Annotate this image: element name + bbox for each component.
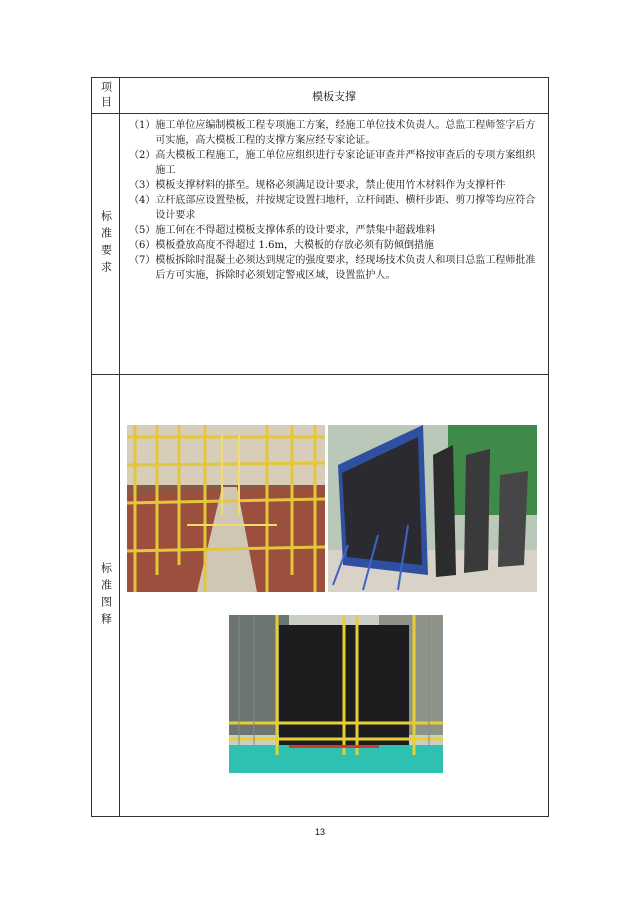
- requirement-text: 高大模板工程施工，施工单位应组织进行专家论证审查并严格按审查后的专项方案组织施工: [155, 150, 536, 176]
- illustrations-label: 标准图释: [99, 561, 113, 630]
- requirement-item: [129, 223, 542, 238]
- illustrations-label-cell: [92, 375, 120, 816]
- scaffold-support-photo: [127, 425, 325, 592]
- requirements-row: [92, 114, 548, 375]
- item-label: 项目: [99, 80, 113, 111]
- requirement-text: 立杆底部应设置垫板，并按规定设置扫地杆，立杆间距、横杆步距、剪刀撑等均应符合设计要求: [155, 195, 536, 221]
- requirements-label-cell: [92, 114, 120, 374]
- requirement-number: （3）: [129, 180, 156, 191]
- header-title-cell: [120, 78, 548, 113]
- requirement-text: 施工何在不得超过模板支撑体系的设计要求，严禁集中超载堆料: [155, 225, 436, 236]
- requirement-item: [129, 238, 542, 253]
- requirement-text: 模板支撑材料的搽至。规格必须满足设计要求，禁止使用竹木材料作为支撑杆件: [155, 180, 506, 191]
- page-number: 13: [314, 827, 325, 837]
- requirement-item: [129, 253, 542, 283]
- requirement-item: [129, 178, 542, 193]
- requirement-number: （2）: [129, 150, 156, 161]
- requirement-number: （7）: [129, 255, 156, 266]
- requirement-item: [129, 148, 542, 178]
- requirement-item: [129, 118, 542, 148]
- illustrations-content-cell: [120, 375, 548, 816]
- requirements-content-cell: [120, 114, 548, 374]
- requirement-text: 模板拆除时混凝土必须达到规定的强度要求，经现场技术负责人和项目总监工程师批准后方可实施，拆除时必须划定警戒区域，设置监护人。: [155, 255, 536, 281]
- requirements-list: [129, 118, 542, 283]
- requirement-number: （1）: [129, 120, 156, 131]
- section-title: 模板支撑: [312, 89, 356, 103]
- requirement-text: 施工单位应编制模板工程专项施工方案，经施工单位技术负责人。总监工程师签字后方可实施，高大模板工程的支撑方案应经专家论证。: [155, 120, 536, 146]
- requirement-text: 模板叠放高度不得超过 1.6m，大模板的存放必须有防倾倒措施: [155, 240, 434, 251]
- standard-table: [91, 77, 549, 817]
- wall-formwork-photo: [229, 615, 443, 773]
- requirements-label: 标准要求: [99, 210, 113, 278]
- formwork-panels-photo: [328, 425, 537, 592]
- header-row: [92, 78, 548, 114]
- illustrations-row: [92, 375, 548, 816]
- requirement-number: （5）: [129, 225, 156, 236]
- requirement-item: [129, 193, 542, 223]
- header-label-cell: [92, 78, 120, 113]
- requirement-number: （6）: [129, 240, 156, 251]
- requirement-number: （4）: [129, 195, 156, 206]
